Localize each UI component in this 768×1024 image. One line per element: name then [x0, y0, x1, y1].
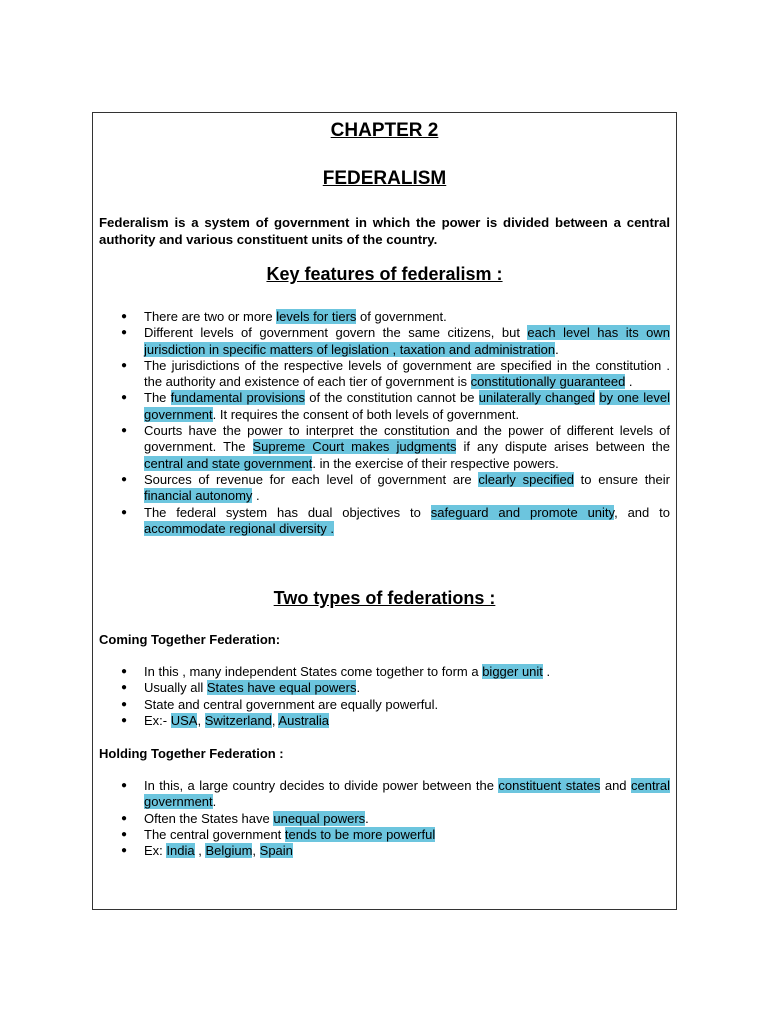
document-page: [92, 112, 677, 910]
highlighted-text: unequal powers: [273, 810, 366, 826]
text-segment: ,: [194, 843, 206, 859]
highlighted-text: accommodate regional diversity .: [144, 520, 335, 536]
text-segment: State and central government are equally powerful.: [144, 696, 439, 712]
types-heading: Two types of federations :: [273, 588, 496, 608]
list-item: [144, 358, 670, 391]
text-segment: Different levels of government govern the same citizens, but: [144, 325, 528, 341]
holding-together-heading: Holding Together Federation :: [99, 746, 284, 761]
highlighted-text: by one level government: [144, 390, 670, 422]
list-item: [144, 827, 670, 843]
text-segment: In this , many independent States come together to form a: [144, 664, 483, 679]
highlighted-text: USA: [170, 712, 198, 728]
text-segment: There are two or more: [144, 309, 277, 324]
text-segment: The federal system has dual objectives to: [144, 504, 431, 520]
chapter-heading: CHAPTER 2: [330, 120, 439, 141]
list-item: [144, 505, 670, 538]
text-segment: Usually all: [144, 680, 207, 696]
list-item: [144, 390, 670, 423]
highlighted-text: constituent states: [498, 778, 601, 793]
text-segment: The central government: [144, 826, 285, 842]
highlighted-text: central and state government: [144, 455, 313, 471]
highlighted-text: levels for tiers: [276, 309, 357, 324]
list-item: [144, 778, 670, 811]
list-item: [144, 309, 670, 325]
text-segment: and: [600, 778, 631, 793]
text-segment: The: [144, 390, 171, 406]
text-segment: .: [542, 664, 551, 679]
text-segment: ,: [197, 712, 205, 728]
highlighted-text: unilaterally changed: [478, 390, 596, 406]
key-features-list: [99, 309, 670, 537]
text-segment: Often the States have: [144, 810, 274, 826]
highlighted-text: India: [166, 843, 195, 859]
highlighted-text: bigger unit: [482, 664, 543, 679]
text-segment: .: [625, 374, 633, 390]
text-segment: if any dispute arises between the: [456, 439, 670, 455]
text-segment: , and to: [614, 504, 670, 520]
text-segment: Sources of revenue for each level of government are: [144, 471, 479, 487]
list-item: [144, 697, 670, 713]
list-item: [144, 325, 670, 358]
list-item: [144, 680, 670, 696]
highlighted-text: clearly specified: [478, 471, 574, 487]
list-item: [144, 713, 670, 729]
highlighted-text: Supreme Court makes judgments: [252, 439, 457, 455]
highlighted-text: States have equal powers: [206, 680, 357, 696]
text-segment: Ex:-: [144, 712, 171, 728]
text-segment: .: [555, 341, 559, 357]
highlighted-text: central government: [144, 778, 671, 810]
highlighted-text: fundamental provisions: [170, 390, 306, 406]
text-segment: The jurisdictions of the respective levels of government are specified in the constitution . the authority and existence of each tier of government is: [144, 357, 670, 390]
text-segment: Courts have the power to interpret the constitution and the power of different levels of government. The: [144, 423, 670, 455]
highlighted-text: tends to be more powerful: [284, 826, 436, 842]
list-item: [144, 423, 670, 472]
highlighted-text: financial autonomy: [144, 488, 253, 504]
highlighted-text: safeguard and promote unity: [430, 504, 615, 520]
text-segment: of the constitution cannot be: [305, 390, 479, 406]
highlighted-text: Belgium: [205, 843, 253, 859]
list-item: [144, 843, 670, 859]
text-segment: .: [252, 488, 260, 504]
highlighted-text: each level has its own jurisdiction in specific matters of legislation , taxation and administration: [144, 325, 670, 357]
text-segment: to ensure their: [573, 471, 670, 487]
holding-together-list: [99, 778, 670, 859]
text-segment: . in the exercise of their respective powers.: [312, 455, 559, 471]
page-title: FEDERALISM: [322, 168, 447, 189]
highlighted-text: constitutionally guaranteed: [470, 374, 626, 390]
list-item: [144, 664, 670, 680]
text-segment: .: [212, 794, 217, 810]
list-item: [144, 472, 670, 505]
text-segment: In this, a large country decides to divide power between the: [144, 778, 499, 793]
text-segment: ,: [271, 712, 279, 728]
text-segment: of government.: [356, 309, 447, 324]
intro-paragraph: Federalism is a system of government in which the power is divided between a central authority and various constituent units of the country.: [99, 215, 670, 247]
highlighted-text: Australia: [278, 712, 329, 728]
coming-together-heading: Coming Together Federation:: [99, 632, 281, 647]
text-segment: .: [365, 810, 369, 826]
text-segment: . It requires the consent of both levels of government.: [212, 406, 520, 422]
highlighted-text: Spain: [259, 843, 293, 859]
text-segment: .: [356, 680, 361, 696]
highlighted-text: Switzerland: [204, 712, 272, 728]
coming-together-list: [99, 664, 670, 729]
list-item: [144, 811, 670, 827]
text-segment: ,: [252, 843, 260, 859]
text-segment: Ex:: [144, 843, 167, 859]
key-features-heading: Key features of federalism :: [266, 264, 503, 284]
